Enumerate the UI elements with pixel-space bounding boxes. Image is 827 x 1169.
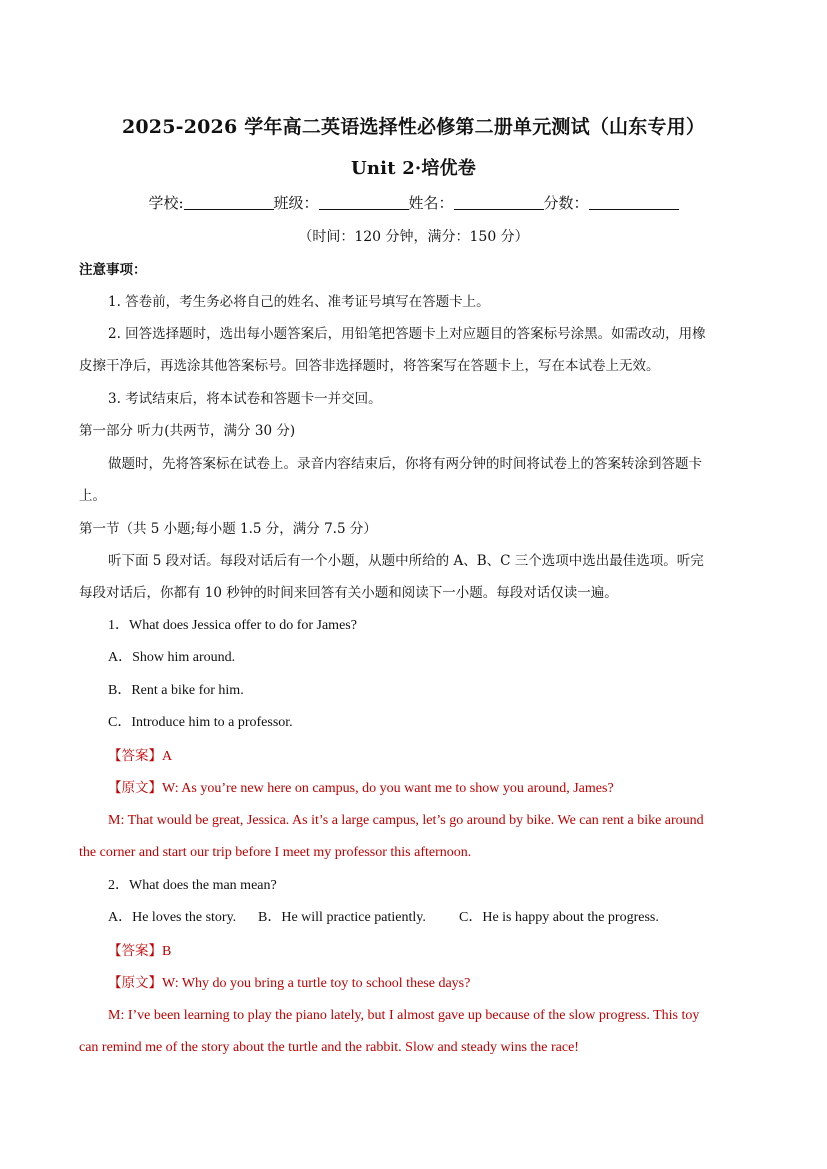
score-blank[interactable]: [589, 195, 679, 210]
q1-transcript-line3: the corner and start our trip before I meet my professor this afternoon.: [79, 845, 472, 860]
school-blank[interactable]: [184, 195, 274, 210]
name-label: 姓名：: [408, 194, 454, 212]
q1-transcript-line2: M: That would be great, Jessica. As it’s a large campus, let’s go around by bike. We can rent a bike around: [108, 813, 704, 828]
q2-answer-tag: 【答案】: [108, 943, 162, 959]
class-label: 班级：: [273, 194, 319, 212]
student-info-line: [0, 192, 827, 213]
q2-transcript-line1: [108, 973, 748, 994]
q2-transcript-tag: 【原文】: [108, 975, 162, 991]
q1-option-b: B．Rent a bike for him.: [108, 683, 244, 698]
q1-question: 1．What does Jessica offer to do for James?: [108, 618, 357, 633]
notice-item-2-line1: 2. 回答选择题时，选出每小题答案后，用铅笔把答题卡上对应题目的答案标号涂黑。如需改动，用橡: [108, 326, 706, 342]
q2-option-b: B．He will practice patiently.: [258, 910, 426, 925]
q2-question: 2．What does the man mean?: [108, 878, 277, 893]
q2-transcript-line3: can remind me of the story about the turtle and the rabbit. Slow and steady wins the race!: [79, 1040, 579, 1055]
notice-item-2-line2: 皮擦干净后，再选涂其他答案标号。回答非选择题时，将答案写在答题卡上，写在本试卷上无效。: [79, 358, 660, 374]
q2-answer-value: B: [162, 944, 172, 959]
section1-heading: 第一节（共 5 小题;每小题 1.5 分，满分 7.5 分）: [79, 521, 377, 537]
section1-intro-line2: 每段对话后，你都有 10 秒钟的时间来回答有关小题和阅读下一小题。每段对话仅读一遍。: [79, 585, 618, 601]
name-blank[interactable]: [454, 195, 544, 210]
class-blank[interactable]: [319, 195, 409, 210]
part1-intro-line1: 做题时，先将答案标在试卷上。录音内容结束后，你将有两分钟的时间将试卷上的答案转涂到答题卡: [108, 456, 702, 472]
q2-option-a: A．He loves the story.: [108, 910, 237, 925]
q1-answer: [108, 746, 748, 767]
q1-answer-value: A: [162, 749, 173, 764]
q1-answer-tag: 【答案】: [108, 748, 162, 764]
school-label: 学校:: [148, 194, 184, 212]
score-label: 分数：: [543, 194, 589, 212]
q2-answer: [108, 941, 748, 962]
exam-subtitle: Unit 2·培优卷: [351, 158, 476, 179]
q1-option-a: A．Show him around.: [108, 650, 236, 665]
notice-heading: 注意事项：: [79, 262, 147, 278]
notice-item-1: 1. 答卷前，考生务必将自己的姓名、准考证号填写在答题卡上。: [108, 294, 490, 310]
exam-title: 2025-2026 学年高二英语选择性必修第二册单元测试（山东专用）: [121, 116, 706, 138]
section1-intro-line1: 听下面 5 段对话。每段对话后有一个小题，从题中所给的 A、B、C 三个选项中选出最佳选项。听完: [108, 553, 704, 569]
part1-intro-line2: 上。: [79, 488, 106, 504]
q1-option-c: C．Introduce him to a professor.: [108, 715, 293, 730]
notice-item-3: 3. 考试结束后，将本试卷和答题卡一并交回。: [108, 391, 382, 407]
q2-options: [108, 908, 748, 928]
time-info: （时间：120 分钟，满分：150 分）: [298, 229, 529, 245]
part1-heading: 第一部分 听力(共两节，满分 30 分): [79, 423, 296, 439]
q2-transcript-text1: W: Why do you bring a turtle toy to school these days?: [162, 976, 471, 991]
q2-transcript-line2: M: I’ve been learning to play the piano lately, but I almost gave up because of the slow progress. This toy: [108, 1008, 700, 1023]
q1-transcript-text1: W: As you’re new here on campus, do you want me to show you around, James?: [162, 781, 614, 796]
q2-option-c: C．He is happy about the progress.: [459, 910, 659, 925]
q1-transcript-line1: [108, 778, 748, 799]
q1-transcript-tag: 【原文】: [108, 780, 162, 796]
